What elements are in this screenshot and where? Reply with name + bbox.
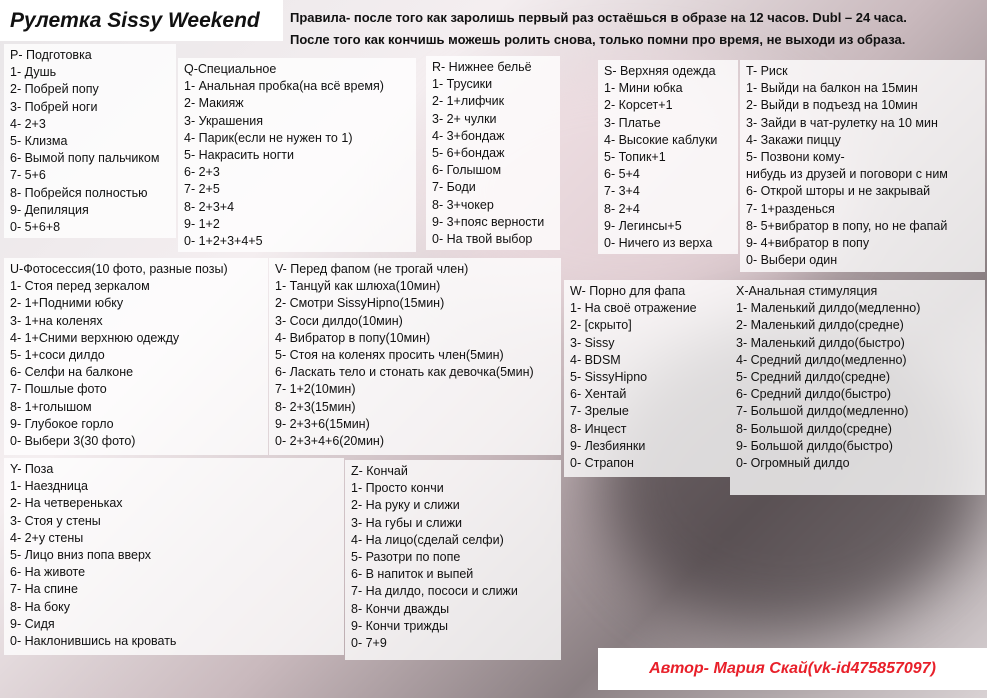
list-item: 1- На своё отражение [570, 301, 697, 316]
list-item: 2- 1+Подними юбку [10, 296, 124, 311]
list-item: 2- Корсет+1 [604, 98, 673, 113]
section-heading: P- Подготовка [10, 48, 92, 62]
list-item: 6- Голышом [432, 163, 502, 178]
list-item: 9- Кончи трижды [351, 618, 448, 633]
section-heading: R- Нижнее бельё [432, 60, 532, 74]
list-item: 6- На животе [10, 565, 86, 580]
list-item: 5- Накрасить ногти [184, 148, 295, 163]
section-y [4, 458, 344, 655]
list-item: 7- 1+разденься [746, 201, 835, 216]
list-item: 8- Кончи дважды [351, 601, 450, 616]
list-item: 7- 2+5 [184, 182, 220, 197]
list-item: 5- Клизма [10, 134, 68, 149]
list-item: 4- На лицо(сделай селфи) [351, 532, 504, 547]
list-item: 4- BDSM [570, 352, 621, 367]
list-item: 9- Большой дилдо(быстро) [736, 438, 893, 453]
list-item: 0- Страпон [570, 456, 634, 471]
list-item: 4- 2+3 [10, 116, 46, 131]
list-item: 6- Средний дилдо(быстро) [736, 387, 892, 402]
list-item: 6- 2+3 [184, 165, 220, 180]
list-item: 1- Мини юбка [604, 81, 683, 96]
list-item: 3- На губы и слижи [351, 515, 462, 530]
list-item: 3- 1+на коленях [10, 313, 103, 328]
list-item: 5- SissyHipno [570, 370, 648, 385]
list-item: 1- Танцуй как шлюха(10мин) [275, 279, 441, 294]
list-item: 1- Наездница [10, 479, 88, 494]
section-s [598, 60, 738, 254]
list-item: 8- На боку [10, 599, 71, 614]
list-item: 8- 2+4 [604, 201, 640, 216]
list-item: 8- 2+3+4 [184, 199, 235, 214]
list-item: 9- 4+вибратор в попу [746, 236, 870, 251]
list-item: 2- Маленький дилдо(средне) [736, 318, 904, 333]
list-item: 4- Парик(если не нужен то 1) [184, 130, 353, 145]
section-heading: V- Перед фапом (не трогай член) [275, 262, 469, 276]
list-item: 6- Ласкать тело и стонать как девочка(5мин) [275, 365, 534, 380]
list-item: 0- Огромный дилдо [736, 456, 850, 471]
list-item: 3- 2+ чулки [432, 111, 497, 126]
list-item: 8- Большой дилдо(средне) [736, 421, 892, 436]
section-heading: Q-Специальное [184, 62, 277, 76]
list-item: 0- Ничего из верха [604, 236, 713, 251]
section-v [269, 258, 561, 455]
list-item: 4- Вибратор в попу(10мин) [275, 330, 431, 345]
list-item: 7- На спине [10, 582, 78, 597]
section-heading: S- Верхняя одежда [604, 64, 716, 78]
section-heading: X-Анальная стимуляция [736, 284, 878, 298]
list-item: 4- Закажи пиццу [746, 132, 841, 147]
list-item: 5- Топик+1 [604, 150, 666, 165]
list-item: 8- 1+голышом [10, 399, 92, 414]
list-item: 6- Селфи на балконе [10, 365, 134, 380]
list-item: 3- Маленький дилдо(быстро) [736, 335, 905, 350]
list-item: 0- Выбери 3(30 фото) [10, 434, 136, 449]
list-item: 1- Стоя перед зеркалом [10, 279, 150, 294]
list-item: 7- 3+4 [604, 184, 640, 199]
list-item: 4- Средний дилдо(медленно) [736, 352, 907, 367]
list-item: 2- На руку и слижи [351, 498, 460, 513]
list-item: 4- Высокие каблуки [604, 132, 718, 147]
list-item: 2- Выйди в подъезд на 10мин [746, 98, 918, 113]
list-item: 1- Душь [10, 65, 57, 80]
list-item: 9- Легинсы+5 [604, 218, 682, 233]
list-item: 5- Средний дилдо(средне) [736, 370, 891, 385]
list-item: 8- 2+3(15мин) [275, 399, 356, 414]
section-u [4, 258, 268, 455]
list-item: 5- 1+соси дилдо [10, 348, 105, 363]
list-item: 5- Стоя на коленях просить член(5мин) [275, 348, 504, 363]
list-item: 5- 6+бондаж [432, 146, 505, 161]
list-item: 5- Разотри по попе [351, 550, 461, 565]
section-heading: Z- Кончай [351, 464, 408, 478]
list-item: 3- Побрей ноги [10, 99, 98, 114]
list-item: 9- 3+пояс верности [432, 214, 545, 229]
list-item: 2- Побрей попу [10, 82, 99, 97]
list-item: 8- 3+чокер [432, 197, 494, 212]
list-item: 8- Побрейся полностью [10, 185, 148, 200]
list-item: 7- Боди [432, 180, 476, 195]
list-item: 3- Украшения [184, 113, 263, 128]
list-item: 4- 2+у стены [10, 530, 84, 545]
list-item: 0- 7+9 [351, 636, 387, 651]
list-item: 2- На четвереньках [10, 496, 123, 511]
list-item: 9- Глубокое горло [10, 416, 114, 431]
list-item: 7- 5+6 [10, 168, 46, 183]
list-item: 1- Выйди на балкон на 15мин [746, 81, 918, 96]
list-item: 6- Открой шторы и не закрывай [746, 184, 931, 199]
list-item: 9- Депиляция [10, 202, 89, 217]
list-item: 7- 1+2(10мин) [275, 382, 356, 397]
list-item: 6- В напиток и выпей [351, 567, 474, 582]
section-t [740, 60, 985, 272]
list-item: 0- 1+2+3+4+5 [184, 234, 263, 249]
list-item: 9- Сидя [10, 616, 55, 631]
list-item: 9- 2+3+6(15мин) [275, 416, 370, 431]
list-item: 1- Маленький дилдо(медленно) [736, 301, 921, 316]
rules-line: После того как кончишь можешь ролить снова, только помни про время, не выходи из образа. [290, 32, 906, 47]
list-item: 3- Зайди в чат-рулетку на 10 мин [746, 115, 938, 130]
list-item: 2- [скрыто] [570, 318, 632, 333]
list-item: 0- Наклонившись на кровать [10, 634, 177, 649]
list-item: 9- Лезбиянки [570, 438, 646, 453]
list-item: 6- Хентай [570, 387, 627, 402]
list-item: 1- Анальная пробка(на всё время) [184, 79, 384, 94]
page-title: Рулетка Sissy Weekend [0, 0, 283, 41]
list-item: 2- 1+лифчик [432, 94, 505, 109]
section-heading: T- Риск [746, 64, 788, 78]
section-r [426, 56, 560, 250]
section-heading: U-Фотосессия(10 фото, разные позы) [10, 262, 228, 276]
list-item: 7- Зрелые [570, 404, 629, 419]
list-item: 0- Выбери один [746, 253, 838, 268]
section-w [564, 280, 730, 477]
list-item: 1- Просто кончи [351, 481, 444, 496]
section-heading: W- Порно для фапа [570, 284, 686, 298]
rules-line: Правила- после того как заролишь первый раз остаёшься в образе на 12 часов. Dubl – 24 часа. [290, 10, 907, 25]
list-item: 2- Смотри SissyHipno(15мин) [275, 296, 445, 311]
list-item: 5- Лицо вниз попа вверх [10, 548, 152, 563]
list-item: 0- На твой выбор [432, 232, 533, 247]
section-x [730, 280, 985, 495]
list-item: 6- 5+4 [604, 167, 640, 182]
author-credit: Автор- Мария Скай(vk-id475857097) [598, 648, 987, 690]
list-item: нибудь из друзей и поговори с ним [746, 167, 948, 182]
section-q [178, 58, 416, 252]
section-p [4, 44, 176, 238]
list-item: 9- 1+2 [184, 216, 220, 231]
list-item: 2- Макияж [184, 96, 244, 111]
list-item: 3- Стоя у стены [10, 513, 101, 528]
rules-text [290, 7, 907, 51]
list-item: 7- Большой дилдо(медленно) [736, 404, 909, 419]
list-item: 7- На дилдо, пососи и слижи [351, 584, 518, 599]
list-item: 5- Позвони кому- [746, 150, 845, 165]
list-item: 0- 5+6+8 [10, 220, 61, 235]
list-item: 3- Соси дилдо(10мин) [275, 313, 403, 328]
list-item: 0- 2+3+4+6(20мин) [275, 434, 385, 449]
list-item: 3- Sissy [570, 335, 615, 350]
list-item: 4- 3+бондаж [432, 128, 505, 143]
list-item: 1- Трусики [432, 77, 493, 92]
list-item: 8- 5+вибратор в попу, но не фапай [746, 218, 948, 233]
section-z [345, 460, 561, 660]
list-item: 6- Вымой попу пальчиком [10, 151, 160, 166]
section-heading: Y- Поза [10, 462, 54, 476]
list-item: 3- Платье [604, 115, 661, 130]
list-item: 7- Пошлые фото [10, 382, 107, 397]
list-item: 8- Инцест [570, 421, 627, 436]
list-item: 4- 1+Сними верхнюю одежду [10, 330, 180, 345]
